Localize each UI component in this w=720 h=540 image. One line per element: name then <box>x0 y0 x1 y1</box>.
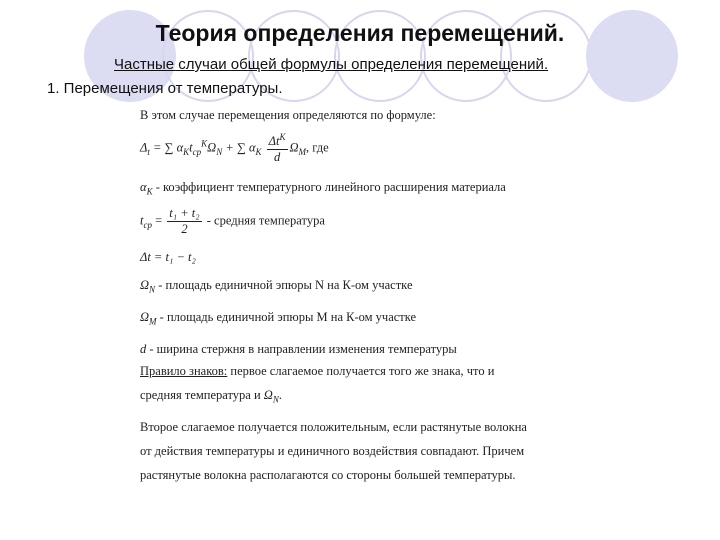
page-subtitle: Частные случаи общей формулы определения перемещений. <box>114 56 549 73</box>
dt-line: Δt = t₁ − t₂ <box>140 250 196 264</box>
intro-text: В этом случае перемещения определяются по формуле: <box>140 108 436 122</box>
page-title: Теория определения перемещений. <box>155 20 565 46</box>
tcp-fraction: $\frac{\text{t₁ + t₂}}{2}$ <box>169 206 200 236</box>
alpha-line: $\alpha_K$ - коэффициент температурного линейного расширения материала <box>140 180 506 197</box>
sign-rule-line-1: Правило знаков: первое слагаемое получается того же знака, что и <box>140 364 495 378</box>
omega-n-line: $\Omega_N$ - площадь единичной эпюры N на К-ом участке <box>140 278 413 295</box>
main-formula: $\Delta_t$ = ∑ $\alpha_Kt_{cp}^K\Omega_N$ + ∑ $\alpha_K$ $\frac{\Delta t^K}{d}$ $\Omega_M$, где <box>140 132 329 165</box>
second-term-line-3: растянутые волокна располагаются со стороны большей температуры. <box>140 468 516 482</box>
section-item: 1. Перемещения от температуры. <box>47 80 283 97</box>
omega-m-line: $\Omega_M$ - площадь единичной эпюры M на К-ом участке <box>140 310 417 327</box>
sign-rule-line-2: средняя температура и $\Omega_N$. <box>140 388 282 405</box>
second-term-line-2: от действия температуры и единичного воздействия совпадают. Причем <box>140 444 525 458</box>
main-fraction: $\frac{\Delta t^K}{d}$ <box>268 132 286 165</box>
d-line: d - ширина стержня в направлении изменения температуры <box>140 342 457 356</box>
second-term-line-1: Второе слагаемое получается положительным, если растянутые волокна <box>140 420 527 434</box>
tcp-line: $t_{cp}$ = $\frac{\text{t₁ + t₂}}{2}$ - средняя температура <box>140 206 325 236</box>
